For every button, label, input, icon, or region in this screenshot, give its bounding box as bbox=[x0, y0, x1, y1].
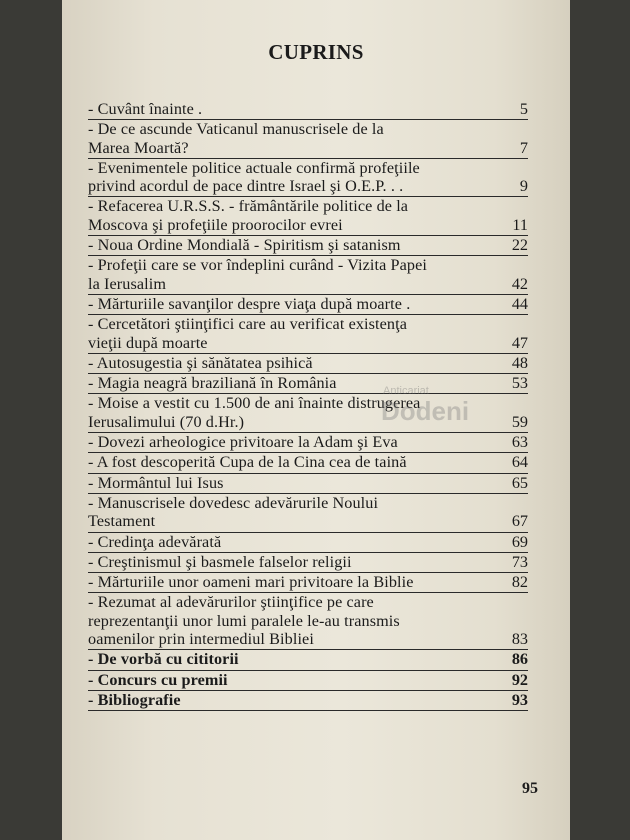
toc-entry-title: - De vorbă cu cititorii bbox=[88, 650, 239, 669]
toc-entry-title: - Autosugestia şi sănătatea psihică bbox=[88, 353, 313, 372]
toc-entry-page: 5 bbox=[519, 100, 528, 118]
toc-entry bbox=[88, 533, 528, 553]
toc-entry-title: - Cercetători ştiinţifici care au verificat existenţa vieţii după moarte bbox=[88, 315, 408, 352]
toc-entry-page: 73 bbox=[511, 552, 528, 571]
toc-entry bbox=[88, 295, 528, 315]
toc-entry-title: - Profeţii care se vor îndeplini curând - Vizita Papei la Ierusalim bbox=[88, 256, 428, 293]
book-page bbox=[62, 0, 570, 840]
toc-entry bbox=[88, 671, 528, 691]
toc-entry-title: - Moise a vestit cu 1.500 de ani înainte distrugerea Ierusalimului (70 d.Hr.) bbox=[88, 394, 421, 431]
toc-entry-title: - Creştinismul şi basmele falselor religii bbox=[88, 552, 352, 571]
toc-entry bbox=[88, 236, 528, 256]
toc-entry bbox=[88, 394, 528, 433]
toc-entry bbox=[88, 433, 528, 453]
svg-text:Dodeni: Dodeni bbox=[381, 396, 470, 426]
page-title: CUPRINS bbox=[268, 40, 364, 64]
toc-entry bbox=[88, 553, 528, 573]
toc-entry-title: - De ce ascunde Vaticanul manuscrisele de la Marea Moartă? bbox=[88, 120, 384, 157]
toc-entry-page: 48 bbox=[511, 353, 528, 372]
toc-entry bbox=[88, 100, 528, 120]
toc-entry-page: 53 bbox=[511, 374, 528, 393]
toc-entry bbox=[88, 474, 528, 494]
toc-entry-page: 67 bbox=[511, 512, 528, 531]
toc-entry-title: - Credinţa adevărată bbox=[88, 532, 222, 551]
toc-entry-title: - Manuscrisele dovedesc adevărurile Noului Testament bbox=[88, 493, 379, 531]
toc-entry-page: 65 bbox=[511, 473, 528, 492]
toc-entry-title: - A fost descoperită Cupa de la Cina cea de taină bbox=[88, 453, 407, 472]
toc-entry-page: 64 bbox=[511, 453, 528, 472]
toc-entry-title: - Rezumat al adevărurilor ştiinţifice pe care reprezentanţii unor lumi paralele le-au transmis oamenilor prin intermediul Bibliei bbox=[88, 593, 400, 649]
toc-entry-page: 9 bbox=[519, 177, 528, 196]
toc-entry-page: 69 bbox=[511, 532, 528, 551]
toc-entry-title: - Dovezi arheologice privitoare la Adam şi Eva bbox=[88, 433, 398, 452]
toc-entry bbox=[88, 159, 528, 198]
toc-entry-title: - Noua Ordine Mondială - Spiritism şi satanism bbox=[88, 236, 401, 255]
toc-entry bbox=[88, 593, 528, 650]
table-of-contents bbox=[88, 100, 528, 711]
toc-entry bbox=[88, 494, 528, 533]
svg-text:Anticariat: Anticariat bbox=[383, 385, 429, 397]
toc-entry-page: 82 bbox=[511, 573, 528, 592]
toc-entry-title: - Bibliografie bbox=[88, 690, 181, 709]
toc-entry bbox=[88, 354, 528, 374]
toc-entry-page: 63 bbox=[511, 433, 528, 452]
toc-entry-page: 44 bbox=[511, 294, 528, 313]
toc-entry bbox=[88, 691, 528, 711]
toc-entry-title: - Mărturiile unor oameni mari privitoare la Biblie bbox=[88, 573, 414, 592]
toc-entry bbox=[88, 256, 528, 295]
toc-entry-page: 7 bbox=[519, 138, 528, 157]
toc-entry-page: 83 bbox=[511, 630, 528, 649]
toc-entry-title: - Concurs cu premii bbox=[88, 670, 228, 689]
toc-entry-page: 59 bbox=[511, 412, 528, 431]
toc-entry-title: - Evenimentele politice actuale confirmă profeţiile privind acordul de pace dintre Israel şi O.E.P. . . bbox=[88, 158, 420, 196]
toc-entry-page: 92 bbox=[511, 670, 528, 689]
toc-entry-page: 42 bbox=[511, 274, 528, 293]
toc-entry-page: 11 bbox=[512, 215, 528, 234]
toc-entry-title: - Refacerea U.R.S.S. - frământările politice de la Moscova şi profeţiile proorocilor evrei bbox=[88, 197, 409, 234]
toc-entry-page: 22 bbox=[511, 236, 528, 255]
toc-entry-title: - Cuvânt înainte . bbox=[88, 100, 203, 118]
toc-entry-page: 47 bbox=[511, 333, 528, 352]
page-number: 95 bbox=[522, 780, 538, 797]
toc-entry-title: - Magia neagră braziliană în România bbox=[88, 374, 337, 393]
toc-entry bbox=[88, 453, 528, 473]
toc-entry bbox=[88, 573, 528, 593]
toc-entry bbox=[88, 120, 528, 159]
toc-entry bbox=[88, 650, 528, 670]
toc-entry-title: - Mărturiile savanţilor despre viaţa după moarte . bbox=[88, 294, 411, 313]
toc-entry-page: 86 bbox=[511, 650, 528, 669]
toc-entry bbox=[88, 197, 528, 236]
toc-entry bbox=[88, 374, 528, 394]
toc-entry-page: 93 bbox=[511, 690, 528, 709]
toc-entry bbox=[88, 315, 528, 354]
toc-entry-title: - Mormântul lui Isus bbox=[88, 473, 224, 492]
